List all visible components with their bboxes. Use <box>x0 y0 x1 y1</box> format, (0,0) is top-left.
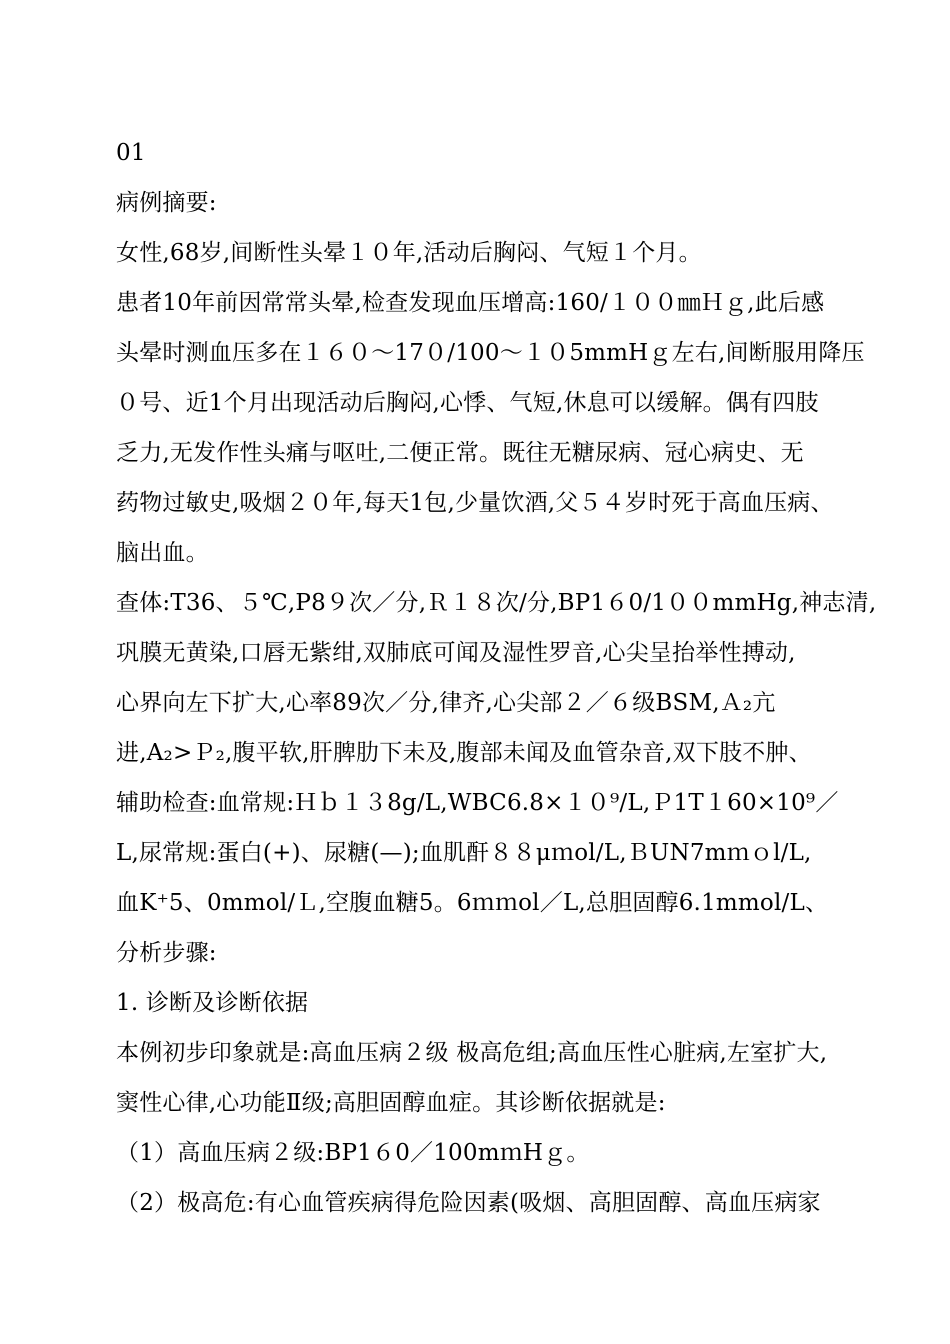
text-line: 药物过敏史,吸烟２０年,每天1包,少量饮酒,父５４岁时死于高血压病、 <box>116 490 834 516</box>
list-item: （1）高血压病２级:BP1６0／100mｍHｇ。 <box>116 1140 590 1166</box>
text-line: 窦性心律,心功能Ⅱ级;高胆固醇血症。其诊断依据就是: <box>116 1090 666 1116</box>
text-line: ０号、近1个月出现活动后胸闷,心悸、气短,休息可以缓解。偶有四肢 <box>116 390 819 416</box>
list-item: （2）极高危:有心血管疾病得危险因素(吸烟、高胆固醇、高血压病家 <box>116 1190 821 1216</box>
text-line: 心界向左下扩大,心率89次／分,律齐,心尖部２／６级BSM,Ａ₂亢 <box>116 690 776 716</box>
text-line: L,尿常规:蛋白(+)、尿糖(—);血肌酐８８μｍol/L,ＢUN7mｍｏl/L, <box>116 840 812 866</box>
section-heading-summary: 病例摘要: <box>116 190 217 216</box>
document-body <box>116 128 916 1228</box>
text-line: 头晕时测血压多在１６０～17０/100～１０5mmHｇ左右,间断服用降压 <box>116 340 865 366</box>
text-line: 本例初步印象就是:高血压病２级 极高危组;高血压性心脏病,左室扩大, <box>116 1040 828 1066</box>
text-line: 巩膜无黄染,口唇无紫绀,双肺底可闻及湿性罗音,心尖呈抬举性搏动, <box>116 640 796 666</box>
text-line: 查体:T36、５℃,P8９次／分,Ｒ１８次/分,BP1６0/1００mmHg,神志清, <box>116 590 877 616</box>
text-line: 进,A₂>Ｐ₂,腹平软,肝脾肋下未及,腹部未闻及血管杂音,双下肢不肿、 <box>116 740 812 766</box>
text-line: 女性,68岁,间断性头晕１０年,活动后胸闷、气短１个月。 <box>116 240 702 266</box>
text-line: 血K⁺5、0mmol/Ｌ,空腹血糖5。6ｍｍol／L,总胆固醇6.1mmol/L、 <box>116 890 829 916</box>
section-heading-analysis: 分析步骤: <box>116 940 217 966</box>
subheading-diagnosis: 1. 诊断及诊断依据 <box>116 990 309 1016</box>
text-line: 辅助检查:血常规:Ｈｂ１３8g/L,WBC6.8×１０⁹/L,Ｐ1T１60×10⁹／ <box>116 790 839 816</box>
text-line: 乏力,无发作性头痛与呕吐,二便正常。既往无糖尿病、冠心病史、无 <box>116 440 804 466</box>
case-number: 01 <box>116 140 146 166</box>
text-line: 患者10年前因常常头晕,检查发现血压增高:160/１００㎜Ｈｇ,此后感 <box>116 290 825 316</box>
text-line: 脑出血。 <box>116 540 209 566</box>
